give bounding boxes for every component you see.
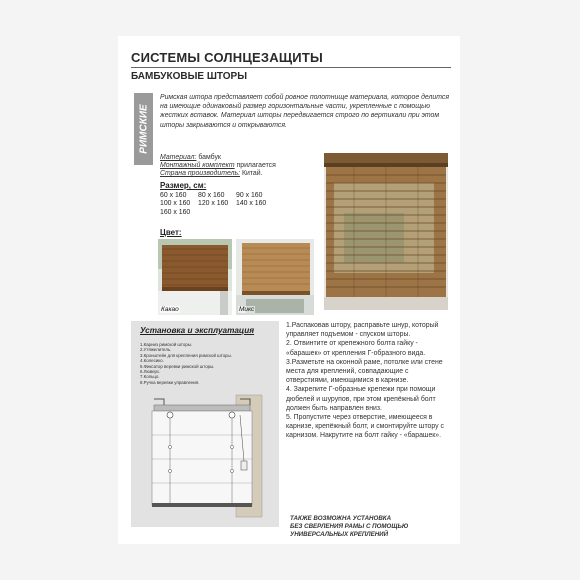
parts-list-item: 2.Утяжелитель. <box>140 347 172 353</box>
spec-material-label: Материал: <box>160 154 197 161</box>
spec-material <box>160 154 276 162</box>
section-title: СИСТЕМЫ СОЛНЦЕЗАЩИТЫ <box>131 50 323 65</box>
cocoa-blind-image <box>158 239 232 315</box>
mix-blind-image <box>236 239 314 315</box>
parts-list <box>140 342 232 385</box>
size-item: 80 x 160 <box>198 192 225 199</box>
sizes-heading: Размер, см: <box>160 181 207 190</box>
installation-step: 5. Пропустите через отверстие, имеющееся в карнизе, крепёжный болт, и смонтируйте штору с карнизом. Накрутите на болт гайку - «барашек». <box>286 414 444 440</box>
header-divider <box>131 67 451 68</box>
sizes-grid <box>160 192 275 217</box>
parts-list-item: 5.Фиксатор веревки римской шторы. <box>140 363 215 369</box>
mounting-note-line: ТАКЖЕ ВОЗМОЖНА УСТАНОВКА <box>290 515 392 522</box>
spec-kit-label: Монтажный комплект <box>160 162 235 170</box>
installation-steps <box>286 321 452 441</box>
category-tab-label: РИМСКИЕ <box>138 104 149 154</box>
installation-heading: Установка и эксплуатация <box>140 326 255 335</box>
parts-list-item: 1.Карниз римской шторы. <box>140 342 193 347</box>
product-title: БАМБУКОВЫЕ ШТОРЫ <box>131 71 248 82</box>
mounting-note-line: УНИВЕРСАЛЬНЫХ КРЕПЛЕНИЙ <box>290 531 389 538</box>
spec-kit-value: прилагается <box>234 162 276 170</box>
installation-step: 2. Отвинтите от крепежного болта гайку - «барашек» от крепления Г-образного вида. <box>286 340 426 357</box>
installation-diagram <box>140 391 274 521</box>
size-item: 160 x 160 <box>160 208 191 216</box>
size-item: 120 x 160 <box>198 200 229 208</box>
main-product-photo <box>324 153 448 310</box>
spec-material-value: бамбук <box>196 154 221 161</box>
size-item: 60 x 160 <box>160 192 187 199</box>
roman-blind-schematic <box>140 391 274 521</box>
parts-list-item: 8.Ручка веревки управления. <box>140 379 200 385</box>
colors-heading: Цвет: <box>160 228 182 237</box>
swatch-caption-mix: Микс <box>239 306 255 313</box>
installation-step: 1.Распаковав штору, расправьте шнур, который управляет подъемом - спуском шторы. <box>286 322 439 339</box>
parts-list-item: 4.Колесико. <box>140 358 164 364</box>
parts-list-item: 3.Кронштейн для крепления римской шторы. <box>140 352 232 358</box>
product-description: Римская штора представляет собой ровное полотнище материала, которое делится на имеющие одинаковый размер горизонтальные части, укрепленные с помощью жестких вставок. Материал шторы передвигается строго по вертикали при этом шторы закрываются и открываются. <box>160 94 450 129</box>
swatch-photo-cocoa <box>158 239 232 315</box>
installation-step: 3.Разметьте на оконной раме, потолке или стене места для креплений, совпадающие с отверстиями, имеющимися в карнизе. <box>286 358 443 385</box>
product-specs <box>160 154 276 179</box>
category-tab <box>134 93 153 165</box>
swatch-photo-mix <box>236 239 314 315</box>
bamboo-blind-window-image <box>324 153 448 310</box>
installation-step: 4. Закрепите Г-образные крепежи при помощи дюбелей и шурупов, при этом крепёжный болт должен быть направлен вниз. <box>286 386 436 412</box>
parts-list-item: 7.Кольцо. <box>140 374 160 380</box>
size-item: 90 x 160 <box>236 192 263 199</box>
spec-country-label: Страна производитель: <box>160 170 241 178</box>
spec-country-value: Китай. <box>240 170 263 178</box>
catalog-page <box>118 36 460 544</box>
spec-country <box>160 170 276 178</box>
size-item: 100 x 160 <box>160 200 191 208</box>
size-item: 140 x 160 <box>236 200 267 208</box>
swatch-caption-cocoa: Какао <box>161 306 179 313</box>
parts-list-item: 6.Люверс. <box>140 369 161 375</box>
mounting-note-line: БЕЗ СВЕРЛЕНИЯ РАМЫ С ПОМОЩЬЮ <box>290 523 409 530</box>
mounting-note <box>290 515 450 539</box>
